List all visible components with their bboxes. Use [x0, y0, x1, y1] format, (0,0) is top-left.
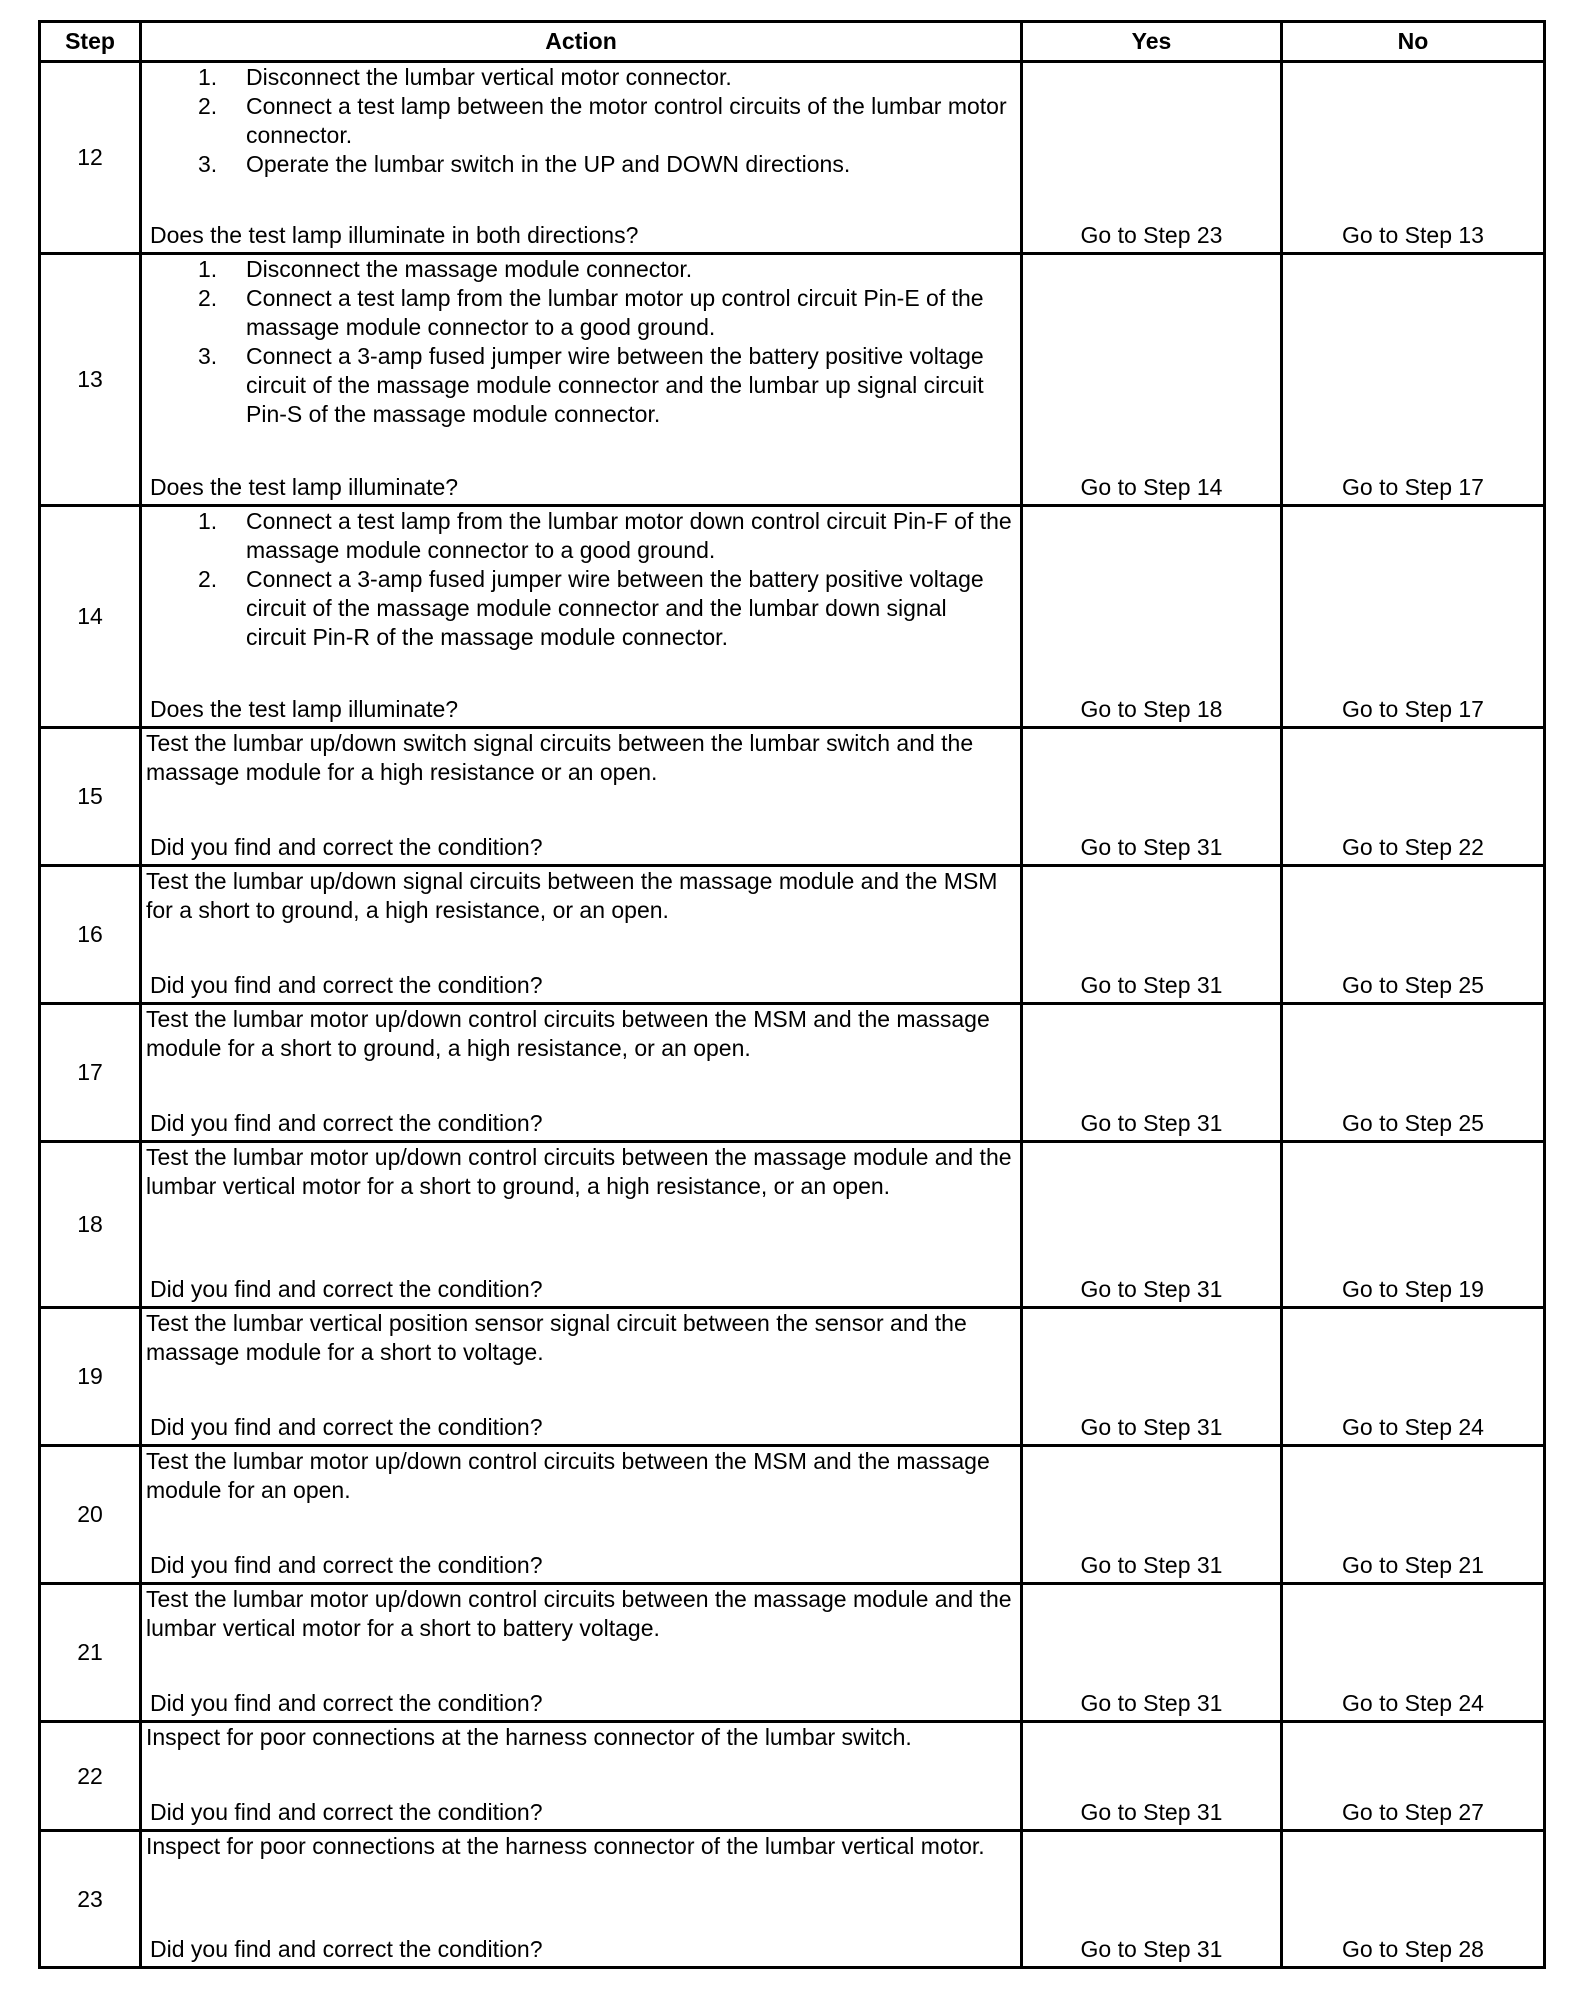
- yes-result: Go to Step 31: [1022, 866, 1282, 1004]
- action-text: Test the lumbar motor up/down control circuits between the MSM and the massage module for an open.: [146, 1448, 990, 1503]
- table-row: [40, 866, 1545, 1004]
- list-item: [146, 63, 1012, 92]
- action-text: Test the lumbar up/down switch signal circuits between the lumbar switch and the massage module for a high resistance or an open.: [146, 730, 974, 785]
- list-item: [146, 284, 1012, 342]
- no-result: Go to Step 17: [1282, 506, 1545, 728]
- action-cell: [141, 1308, 1022, 1446]
- action-cell: [141, 1584, 1022, 1722]
- no-result: Go to Step 24: [1282, 1584, 1545, 1722]
- action-text: Test the lumbar vertical position sensor signal circuit between the sensor and the massage module for a short to voltage.: [146, 1310, 967, 1365]
- header-row: [40, 22, 1545, 62]
- action-question: Did you find and correct the condition?: [150, 1552, 543, 1578]
- list-item: [146, 150, 1012, 179]
- yes-result: Go to Step 31: [1022, 728, 1282, 866]
- list-item-text: Connect a 3-amp fused jumper wire between the battery positive voltage circuit of the massage module connector and the lumbar down signal circuit Pin-R of the massage module connector.: [246, 566, 984, 650]
- table-row: [40, 62, 1545, 254]
- action-question: Did you find and correct the condition?: [150, 1799, 543, 1825]
- table-row: [40, 1308, 1545, 1446]
- action-text: Test the lumbar motor up/down control circuits between the massage module and the lumbar vertical motor for a short to ground, a high resistance, or an open.: [146, 1144, 1012, 1199]
- list-item: [146, 507, 1012, 565]
- list-item-text: Disconnect the lumbar vertical motor connector.: [246, 64, 732, 90]
- header-yes: Yes: [1022, 22, 1282, 62]
- step-number: 13: [40, 254, 141, 506]
- action-question: Did you find and correct the condition?: [150, 1936, 543, 1962]
- table-row: [40, 1584, 1545, 1722]
- action-question: Did you find and correct the condition?: [150, 1414, 543, 1440]
- list-item-number: 2.: [198, 566, 218, 592]
- action-steps-list: [146, 63, 1012, 179]
- header-step: Step: [40, 22, 141, 62]
- action-cell: [141, 506, 1022, 728]
- list-item: [146, 92, 1012, 150]
- no-result: Go to Step 22: [1282, 728, 1545, 866]
- step-number: 20: [40, 1446, 141, 1584]
- action-cell: [141, 728, 1022, 866]
- list-item: [146, 565, 1012, 652]
- yes-result: Go to Step 31: [1022, 1004, 1282, 1142]
- action-cell: [141, 1446, 1022, 1584]
- yes-result: Go to Step 31: [1022, 1142, 1282, 1308]
- table-row: [40, 506, 1545, 728]
- diagnostic-table: [38, 20, 1546, 1969]
- action-cell: [141, 1142, 1022, 1308]
- step-number: 18: [40, 1142, 141, 1308]
- table-row: [40, 1004, 1545, 1142]
- list-item-text: Connect a 3-amp fused jumper wire between the battery positive voltage circuit of the massage module connector and the lumbar up signal circuit Pin-S of the massage module connector.: [246, 343, 984, 427]
- step-number: 22: [40, 1722, 141, 1831]
- list-item-text: Disconnect the massage module connector.: [246, 256, 693, 282]
- action-text: Inspect for poor connections at the harness connector of the lumbar vertical motor.: [146, 1833, 985, 1859]
- list-item-number: 2.: [198, 93, 218, 119]
- list-item-number: 2.: [198, 285, 218, 311]
- table-row: [40, 1446, 1545, 1584]
- action-text: Test the lumbar motor up/down control circuits between the massage module and the lumbar vertical motor for a short to battery voltage.: [146, 1586, 1012, 1641]
- list-item: [146, 342, 1012, 429]
- action-text: Test the lumbar motor up/down control circuits between the MSM and the massage module for a short to ground, a high resistance, or an open.: [146, 1006, 990, 1061]
- yes-result: Go to Step 31: [1022, 1584, 1282, 1722]
- action-question: Did you find and correct the condition?: [150, 972, 543, 998]
- table-row: [40, 1831, 1545, 1968]
- action-question: Does the test lamp illuminate?: [150, 696, 459, 722]
- step-number: 21: [40, 1584, 141, 1722]
- action-cell: [141, 62, 1022, 254]
- list-item-text: Operate the lumbar switch in the UP and DOWN directions.: [246, 151, 851, 177]
- no-result: Go to Step 27: [1282, 1722, 1545, 1831]
- list-item: [146, 255, 1012, 284]
- no-result: Go to Step 25: [1282, 866, 1545, 1004]
- yes-result: Go to Step 23: [1022, 62, 1282, 254]
- step-number: 16: [40, 866, 141, 1004]
- table-row: [40, 254, 1545, 506]
- list-item-text: Connect a test lamp from the lumbar motor down control circuit Pin-F of the massage module connector to a good ground.: [246, 508, 1012, 563]
- step-number: 14: [40, 506, 141, 728]
- action-cell: [141, 866, 1022, 1004]
- yes-result: Go to Step 31: [1022, 1446, 1282, 1584]
- action-question: Does the test lamp illuminate?: [150, 474, 459, 500]
- step-number: 15: [40, 728, 141, 866]
- list-item-number: 3.: [198, 151, 218, 177]
- list-item-number: 3.: [198, 343, 218, 369]
- no-result: Go to Step 28: [1282, 1831, 1545, 1968]
- yes-result: Go to Step 14: [1022, 254, 1282, 506]
- no-result: Go to Step 13: [1282, 62, 1545, 254]
- step-number: 19: [40, 1308, 141, 1446]
- action-cell: [141, 1004, 1022, 1142]
- action-question: Did you find and correct the condition?: [150, 834, 543, 860]
- action-question: Did you find and correct the condition?: [150, 1690, 543, 1716]
- action-steps-list: [146, 507, 1012, 652]
- list-item-number: 1.: [198, 508, 218, 534]
- step-number: 17: [40, 1004, 141, 1142]
- yes-result: Go to Step 31: [1022, 1831, 1282, 1968]
- action-cell: [141, 1831, 1022, 1968]
- step-number: 23: [40, 1831, 141, 1968]
- action-text: Inspect for poor connections at the harness connector of the lumbar switch.: [146, 1724, 912, 1750]
- action-steps-list: [146, 255, 1012, 429]
- header-action: Action: [141, 22, 1022, 62]
- action-question: Does the test lamp illuminate in both directions?: [150, 222, 639, 248]
- table-row: [40, 728, 1545, 866]
- list-item-number: 1.: [198, 256, 218, 282]
- header-no: No: [1282, 22, 1545, 62]
- table-row: [40, 1722, 1545, 1831]
- no-result: Go to Step 24: [1282, 1308, 1545, 1446]
- action-cell: [141, 1722, 1022, 1831]
- action-question: Did you find and correct the condition?: [150, 1110, 543, 1136]
- list-item-text: Connect a test lamp from the lumbar motor up control circuit Pin-E of the massage module connector to a good ground.: [246, 285, 984, 340]
- action-cell: [141, 254, 1022, 506]
- yes-result: Go to Step 18: [1022, 506, 1282, 728]
- yes-result: Go to Step 31: [1022, 1308, 1282, 1446]
- yes-result: Go to Step 31: [1022, 1722, 1282, 1831]
- no-result: Go to Step 21: [1282, 1446, 1545, 1584]
- step-number: 12: [40, 62, 141, 254]
- no-result: Go to Step 19: [1282, 1142, 1545, 1308]
- table-row: [40, 1142, 1545, 1308]
- no-result: Go to Step 25: [1282, 1004, 1545, 1142]
- action-text: Test the lumbar up/down signal circuits between the massage module and the MSM for a short to ground, a high resistance, or an open.: [146, 868, 998, 923]
- no-result: Go to Step 17: [1282, 254, 1545, 506]
- list-item-number: 1.: [198, 64, 218, 90]
- action-question: Did you find and correct the condition?: [150, 1276, 543, 1302]
- list-item-text: Connect a test lamp between the motor control circuits of the lumbar motor connector.: [246, 93, 1007, 148]
